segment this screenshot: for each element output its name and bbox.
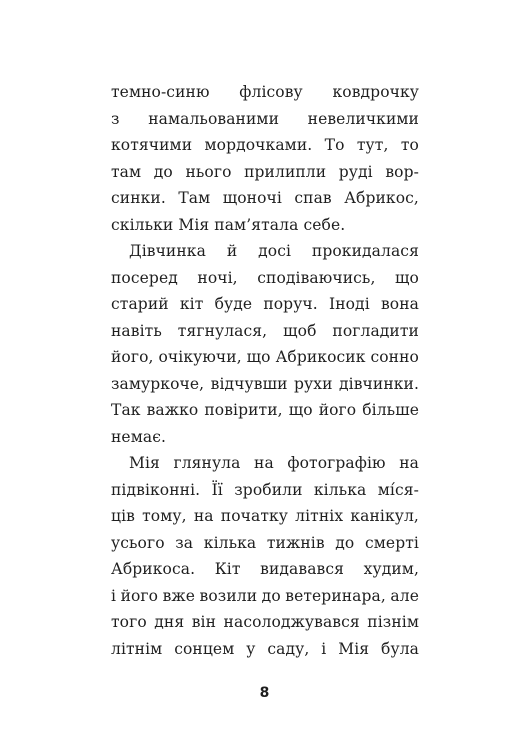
text-line: синки. Там щоночі спав Абрикос, [111,189,419,207]
text-line: посеред ночі, сподіваючись, що [111,268,419,287]
text-line: ців тому, на початку літніх канікул, [111,507,419,525]
text-line: Так важко повірити, що його більше [111,401,419,419]
page-number: 8 [259,685,270,701]
text-line: підвіконні. Її зробили кілька мíся- [111,480,419,499]
text-line: усього за кілька тижнів до смерті [111,533,419,552]
text-line: Абрикоса. Кіт видавався худим, [111,560,419,578]
text-line: Дівчинка й досі прокидалася [129,242,419,260]
text-line: літнім сонцем у саду, і Мія була [111,639,419,658]
text-line: скільки Мія пам’ятала себе. [111,215,346,234]
text-line: того дня він насолоджувався пізнім [111,613,419,631]
text-line: його, очікуючи, що Абрикосик сонно [111,348,419,366]
text-line: немає. [111,427,167,446]
text-line: і його вже возили до ветеринара, але [111,586,419,605]
text-line: старий кіт буде поруч. Іноді вона [111,295,419,313]
text-line: Мія глянула на фотографію на [129,454,419,472]
text-line: там до нього прилипли руді вор- [111,162,419,181]
text-line: темно-синю флісову ковдрочку [111,83,419,101]
text-line: котячими мордочками. То тут, то [111,136,419,154]
body-text [111,79,419,662]
text-line: навіть тягнулася, щоб погладити [111,321,419,340]
text-line: з намальованими невеличкими [111,109,419,128]
text-line: замуркоче, відчувши рухи дівчинки. [111,374,419,393]
